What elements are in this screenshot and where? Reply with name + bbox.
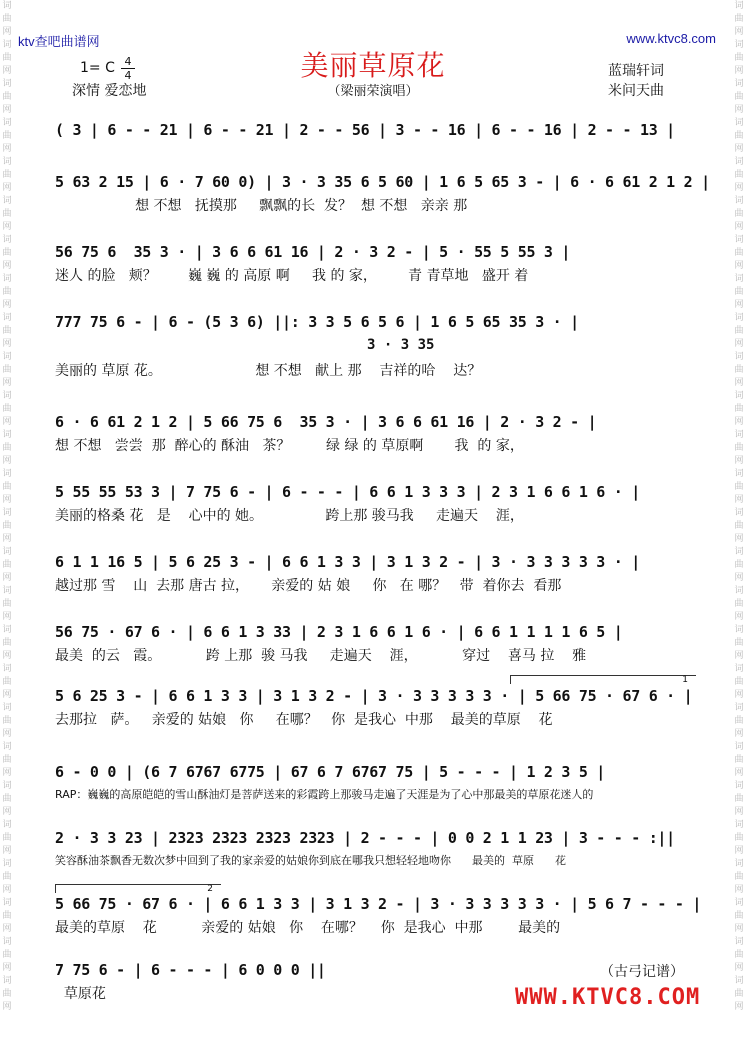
composer: 米问天曲 [608,83,664,99]
volta-2-label: 2 [207,884,213,894]
time-signature [121,56,135,81]
lyricist: 蓝瑞轩词 [608,63,664,79]
lyric-line: 最美的草原 花 亲爱的 姑娘 你 在哪？ 你 是我心 中那 最美的 [55,920,561,936]
notation-line: 6 - 0 0 | (6 7 6767 6775 | 67 6 7 6767 75 | 5 - - - | 1 2 3 5 | [55,763,606,781]
watermark-right: 词曲网词曲网词曲网词曲网词曲网词曲网词曲网词曲网词曲网词曲网词曲网词曲网词曲网词曲网词曲网词曲网词曲网词曲网词曲网词曲网词曲网词曲网词曲网词曲网词曲网词曲网 [734,1,744,1012]
alt-notation: 3 · 3 35 [367,337,435,353]
notation-line: 777 75 6 - | 6 - (5 3 6) ||: 3 3 5 6 5 6 | 1 6 5 65 35 3 · | [55,313,579,331]
notation-line: 6 · 6 61 2 1 2 | 5 66 75 6 35 3 · | 3 6 6 61 16 | 2 · 3 2 - | [55,413,597,431]
song-title: 美丽草原花 [300,49,446,82]
site-logo[interactable]: WWW.KTVC8.COM [515,985,701,1010]
lyric-line: 笑容酥油茶飘香无数次梦中回到了我的家亲爱的姑娘你到底在哪我只想轻轻地吻你 最美的 草原 花 [55,854,566,867]
notation-line: 5 63 2 15 | 6 · 7 60 0) | 3 · 3 35 6 5 60 | 1 6 5 65 3 - | 6 · 6 61 2 1 2 | [55,173,710,191]
singer: （梁丽荣演唱） [327,84,419,99]
volta-bracket-1 [510,675,696,684]
watermark-left: 词曲网词曲网词曲网词曲网词曲网词曲网词曲网词曲网词曲网词曲网词曲网词曲网词曲网词曲网词曲网词曲网词曲网词曲网词曲网词曲网词曲网词曲网词曲网词曲网词曲网词曲网 [2,1,12,1012]
lyric-line: 美丽的格桑 花 是 心中的 她。 跨上那 骏马我 走遍天 涯， [55,508,524,524]
lyric-line: RAP：巍巍的高原皑皑的雪山酥油灯是菩萨送来的彩霞跨上那骏马走遍了天涯是为了心中那最美的草原花迷人的 [55,788,594,801]
notation-line: ( 3 | 6 - - 21 | 6 - - 21 | 2 - - 56 | 3 - - 16 | 6 - - 16 | 2 - - 13 | [55,121,675,139]
lyric-line: 美丽的 草原 花。 想 不想 献上 那 吉祥的哈 达？ [55,363,482,379]
meter-bottom: 4 [124,69,132,82]
volta-1-label: 1 [682,675,688,685]
site-name[interactable]: ktv查吧曲谱网 [18,34,100,49]
lyric-line: 越过那 雪 山 去那 唐古 拉， 亲爱的 姑 娘 你 在 哪？ 带 着你去 看那 [55,578,562,594]
tempo-mood: 深情 爱恋地 [72,83,147,99]
lyric-line: 想 不想 抚摸那 飘飘的长 发？ 想 不想 亲亲 那 [55,198,468,214]
meter-top: 4 [124,55,132,68]
site-url[interactable]: www.ktvc8.com [626,31,716,46]
notation-line: 7 75 6 - | 6 - - - | 6 0 0 0 || [55,961,326,979]
lyric-line: 迷人 的脸 颊？ 巍 巍 的 高原 啊 我 的 家， 青 青草地 盛开 着 [55,268,529,284]
lyric-line: 想 不想 尝尝 那 醉心的 酥油 茶？ 绿 绿 的 草原啊 我 的 家， [55,438,524,454]
notation-line: 5 55 55 53 3 | 7 75 6 - | 6 - - - | 6 6 1 3 3 3 | 2 3 1 6 6 1 6 · | [55,483,640,501]
notation-line: 6 1 1 16 5 | 5 6 25 3 - | 6 6 1 3 3 | 3 1 3 2 - | 3 · 3 3 3 3 3 · | [55,553,640,571]
notation-line: 5 66 75 · 67 6 · | 6 6 1 3 3 | 3 1 3 2 - | 3 · 3 3 3 3 3 · | 5 6 7 - - - | [55,895,702,913]
notation-line: 56 75 6 35 3 · | 3 6 6 61 16 | 2 · 3 2 - | 5 · 55 5 55 3 | [55,243,571,261]
lyric-line: 最美 的云 霞。 跨 上那 骏 马我 走遍天 涯， 穿过 喜马 拉 雅 [55,648,587,664]
lyric-line: 草原花 [55,986,106,1002]
key-signature: 1= C [80,60,115,76]
notation-line: 2 · 3 3 23 | 2323 2323 2323 2323 | 2 - - - | 0 0 2 1 1 23 | 3 - - - :|| [55,829,675,847]
notation-line: 56 75 · 67 6 · | 6 6 1 3 33 | 2 3 1 6 6 1 6 · | 6 6 1 1 1 1 6 5 | [55,623,623,641]
transcriber-note: （古弓记谱） [600,964,684,980]
lyric-line: 去那拉 萨。 亲爱的 姑娘 你 在哪？ 你 是我心 中那 最美的草原 花 [55,712,553,728]
notation-line: 5 6 25 3 - | 6 6 1 3 3 | 3 1 3 2 - | 3 · 3 3 3 3 3 · | 5 66 75 · 67 6 · | [55,687,693,705]
